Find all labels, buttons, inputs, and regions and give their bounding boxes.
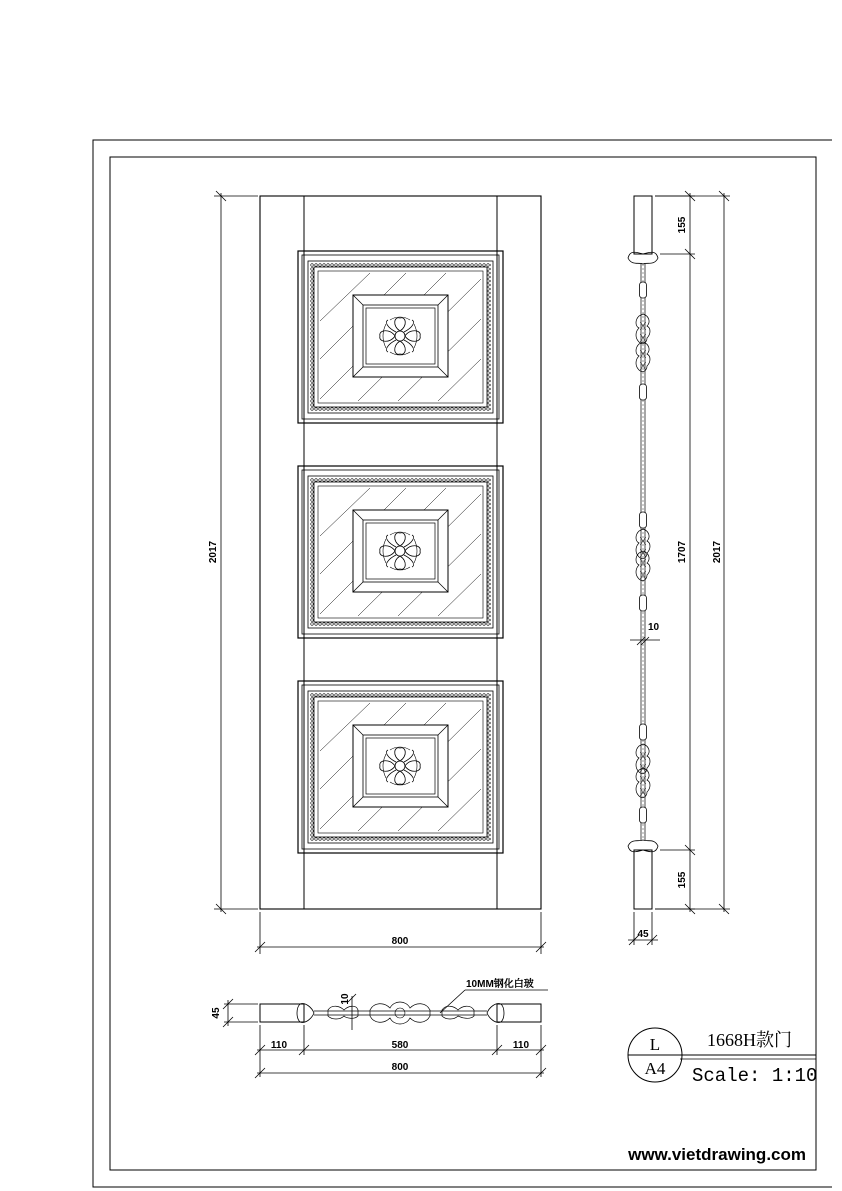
plan-dimensions bbox=[223, 990, 548, 1078]
front-width-label: 800 bbox=[391, 936, 409, 947]
glass-note-label: 10MM钢化白玻 bbox=[466, 979, 534, 990]
plan-total-width-label: 800 bbox=[391, 1062, 409, 1073]
side-glass-label: 10 bbox=[648, 622, 660, 633]
title-block bbox=[628, 1028, 817, 1087]
side-top-rail-label: 155 bbox=[677, 216, 688, 234]
side-middle-label: 1707 bbox=[677, 540, 688, 564]
sheet-letter: L bbox=[649, 1035, 661, 1054]
front-width-dimension bbox=[255, 912, 546, 954]
side-section bbox=[628, 196, 658, 909]
drawing-scale: Scale: 1:10 bbox=[692, 1065, 818, 1087]
plan-left-stile-label: 110 bbox=[270, 1040, 288, 1051]
glass-panel-bottom bbox=[298, 681, 503, 853]
side-bottom-rail-label: 155 bbox=[677, 871, 688, 889]
front-elevation bbox=[260, 196, 541, 909]
plan-glass-label: 10 bbox=[340, 993, 351, 1005]
plan-middle-label: 580 bbox=[391, 1040, 409, 1051]
front-height-label: 2017 bbox=[208, 540, 219, 564]
front-height-dimension bbox=[214, 191, 258, 914]
side-total-height-label: 2017 bbox=[712, 540, 723, 564]
side-dimensions bbox=[628, 191, 730, 945]
glass-panel-middle bbox=[298, 466, 503, 638]
drawing-title: 1668H款门 bbox=[707, 1030, 792, 1050]
glass-panel-top bbox=[298, 251, 503, 423]
watermark: www.vietdrawing.com bbox=[628, 1145, 806, 1164]
side-thickness-label: 45 bbox=[637, 929, 649, 940]
plan-thickness-label: 45 bbox=[211, 1007, 222, 1019]
plan-section bbox=[260, 1002, 541, 1024]
plan-right-stile-label: 110 bbox=[512, 1040, 530, 1051]
sheet-size: A4 bbox=[644, 1059, 666, 1078]
